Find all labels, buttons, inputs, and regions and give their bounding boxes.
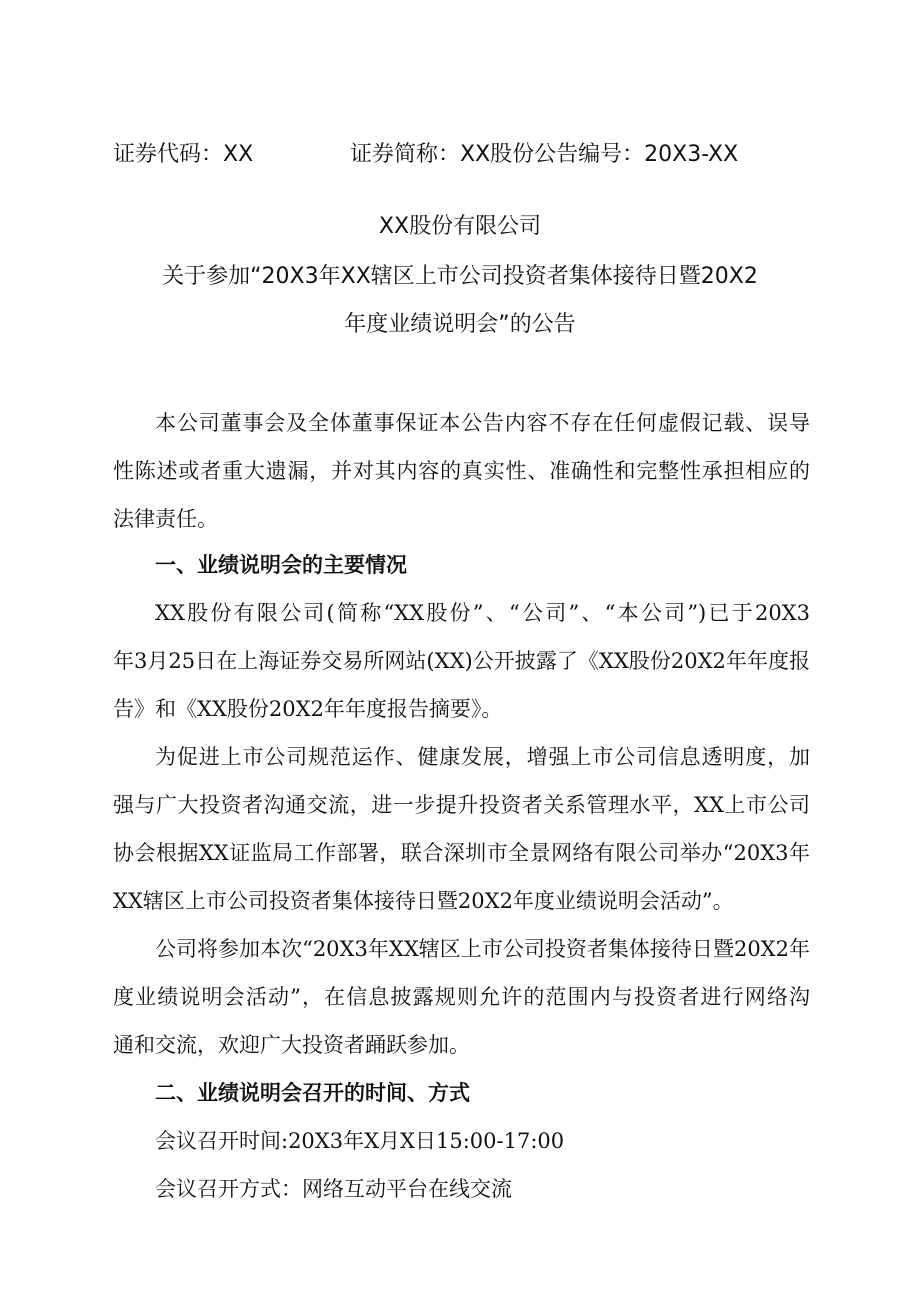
text-line: 性陈述或者重大遗漏，并对其内容的真实性、准确性和完整性承担相应的	[113, 459, 810, 483]
text-line: 为促进上市公司规范运作、健康发展，增强上市公司信息透明度，加	[155, 745, 810, 769]
text-line: XX股份有限公司(简称“XX股份”、“公司”、“本公司”)已于20X3	[155, 601, 810, 625]
stock-short-name-and-number: 证券简称：XX股份公告编号：20X3-XX	[350, 142, 739, 167]
meeting-time: 会议召开时间:20X3年X月X日15:00-17:00	[155, 1129, 565, 1153]
company-name: XX股份有限公司	[378, 214, 542, 239]
section-1-heading: 一、业绩说明会的主要情况	[155, 552, 407, 577]
title-line-1: 关于参加“20X3年XX辖区上市公司投资者集体接待日暨20X2	[162, 264, 758, 289]
section-2-heading: 二、业绩说明会召开的时间、方式	[155, 1080, 470, 1105]
text-line: 协会根据XX证监局工作部署，联合深圳市全景网络有限公司举办“20X3年	[113, 841, 810, 865]
text-line: 强与广大投资者沟通交流，进一步提升投资者关系管理水平，XX上市公司	[113, 793, 810, 817]
text-line: 法律责任。	[113, 507, 218, 531]
text-line: 告》和《XX股份20X2年年度报告摘要》。	[113, 697, 503, 721]
text-line: 本公司董事会及全体董事保证本公告内容不存在任何虚假记载、误导	[155, 411, 810, 435]
text-line: 通和交流，欢迎广大投资者踊跃参加。	[113, 1033, 470, 1057]
stock-code: 证券代码：XX	[113, 142, 254, 167]
text-line: XX辖区上市公司投资者集体接待日暨20X2年度业绩说明会活动”。	[113, 889, 734, 913]
title-line-2: 年度业绩说明会”的公告	[344, 312, 576, 337]
meeting-method: 会议召开方式：网络互动平台在线交流	[155, 1177, 512, 1201]
text-line: 年3月25日在上海证券交易所网站(XX)公开披露了《XX股份20X2年年度报	[113, 649, 810, 673]
text-line: 公司将参加本次“20X3年XX辖区上市公司投资者集体接待日暨20X2年	[155, 937, 810, 961]
text-line: 度业绩说明会活动”，在信息披露规则允许的范围内与投资者进行网络沟	[113, 985, 810, 1009]
